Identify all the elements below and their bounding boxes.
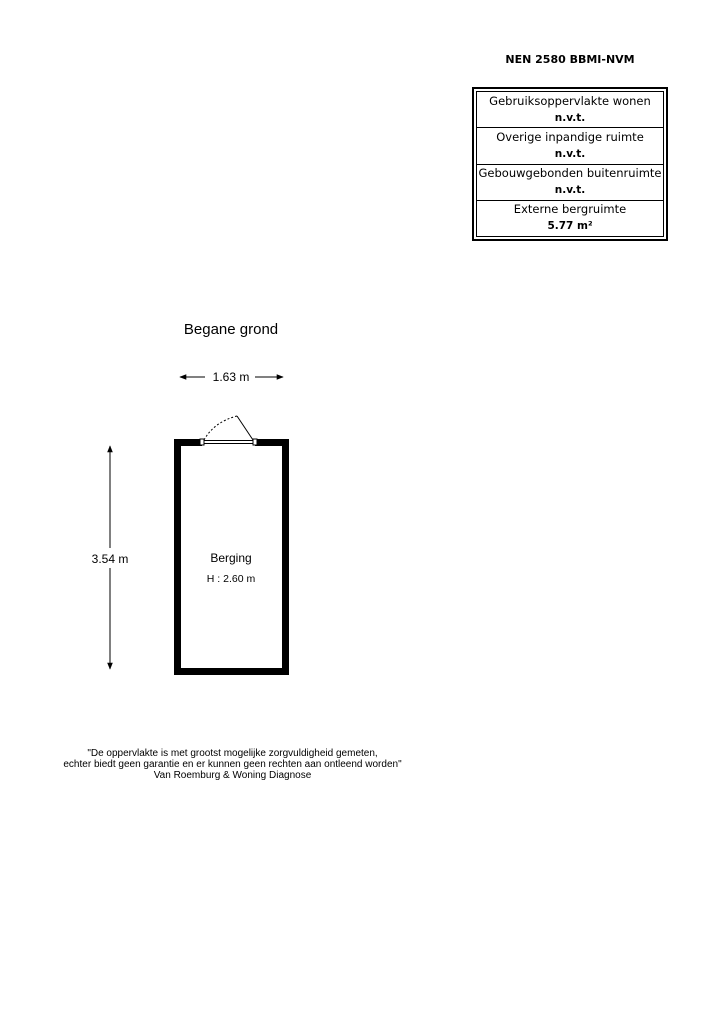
door-opening <box>202 438 255 447</box>
disclaimer <box>50 748 415 781</box>
area-value: n.v.t. <box>554 184 586 197</box>
standard-title: NEN 2580 BBMI-NVM <box>505 53 635 66</box>
disclaimer-line: "De oppervlakte is met grootst mogelijke zorgvuldigheid gemeten, <box>87 748 378 759</box>
door-swing-arc <box>204 416 237 440</box>
door-jamb-right <box>253 439 257 445</box>
depth-dimension-label: 3.54 m <box>91 552 129 566</box>
area-value: 5.77 m² <box>547 220 593 233</box>
area-value: n.v.t. <box>554 147 586 160</box>
room-name: Berging <box>210 551 252 565</box>
door-leaf <box>237 416 253 440</box>
area-label: Overige inpandige ruimte <box>496 129 644 144</box>
disclaimer-line: echter biedt geen garantie en er kunnen geen rechten aan ontleend worden" <box>63 759 402 770</box>
width-dimension-label: 1.63 m <box>212 370 250 384</box>
area-value: n.v.t. <box>554 111 586 124</box>
area-label: Gebruiksoppervlakte wonen <box>489 93 651 108</box>
area-label: Gebouwgebonden buitenruimte <box>478 166 662 181</box>
door-jamb-left <box>200 439 204 445</box>
area-label: Externe bergruimte <box>513 202 627 217</box>
floor-title: Begane grond <box>183 321 279 338</box>
disclaimer-company: Van Roemburg & Woning Diagnose <box>153 770 312 781</box>
room-height: H : 2.60 m <box>206 573 256 585</box>
